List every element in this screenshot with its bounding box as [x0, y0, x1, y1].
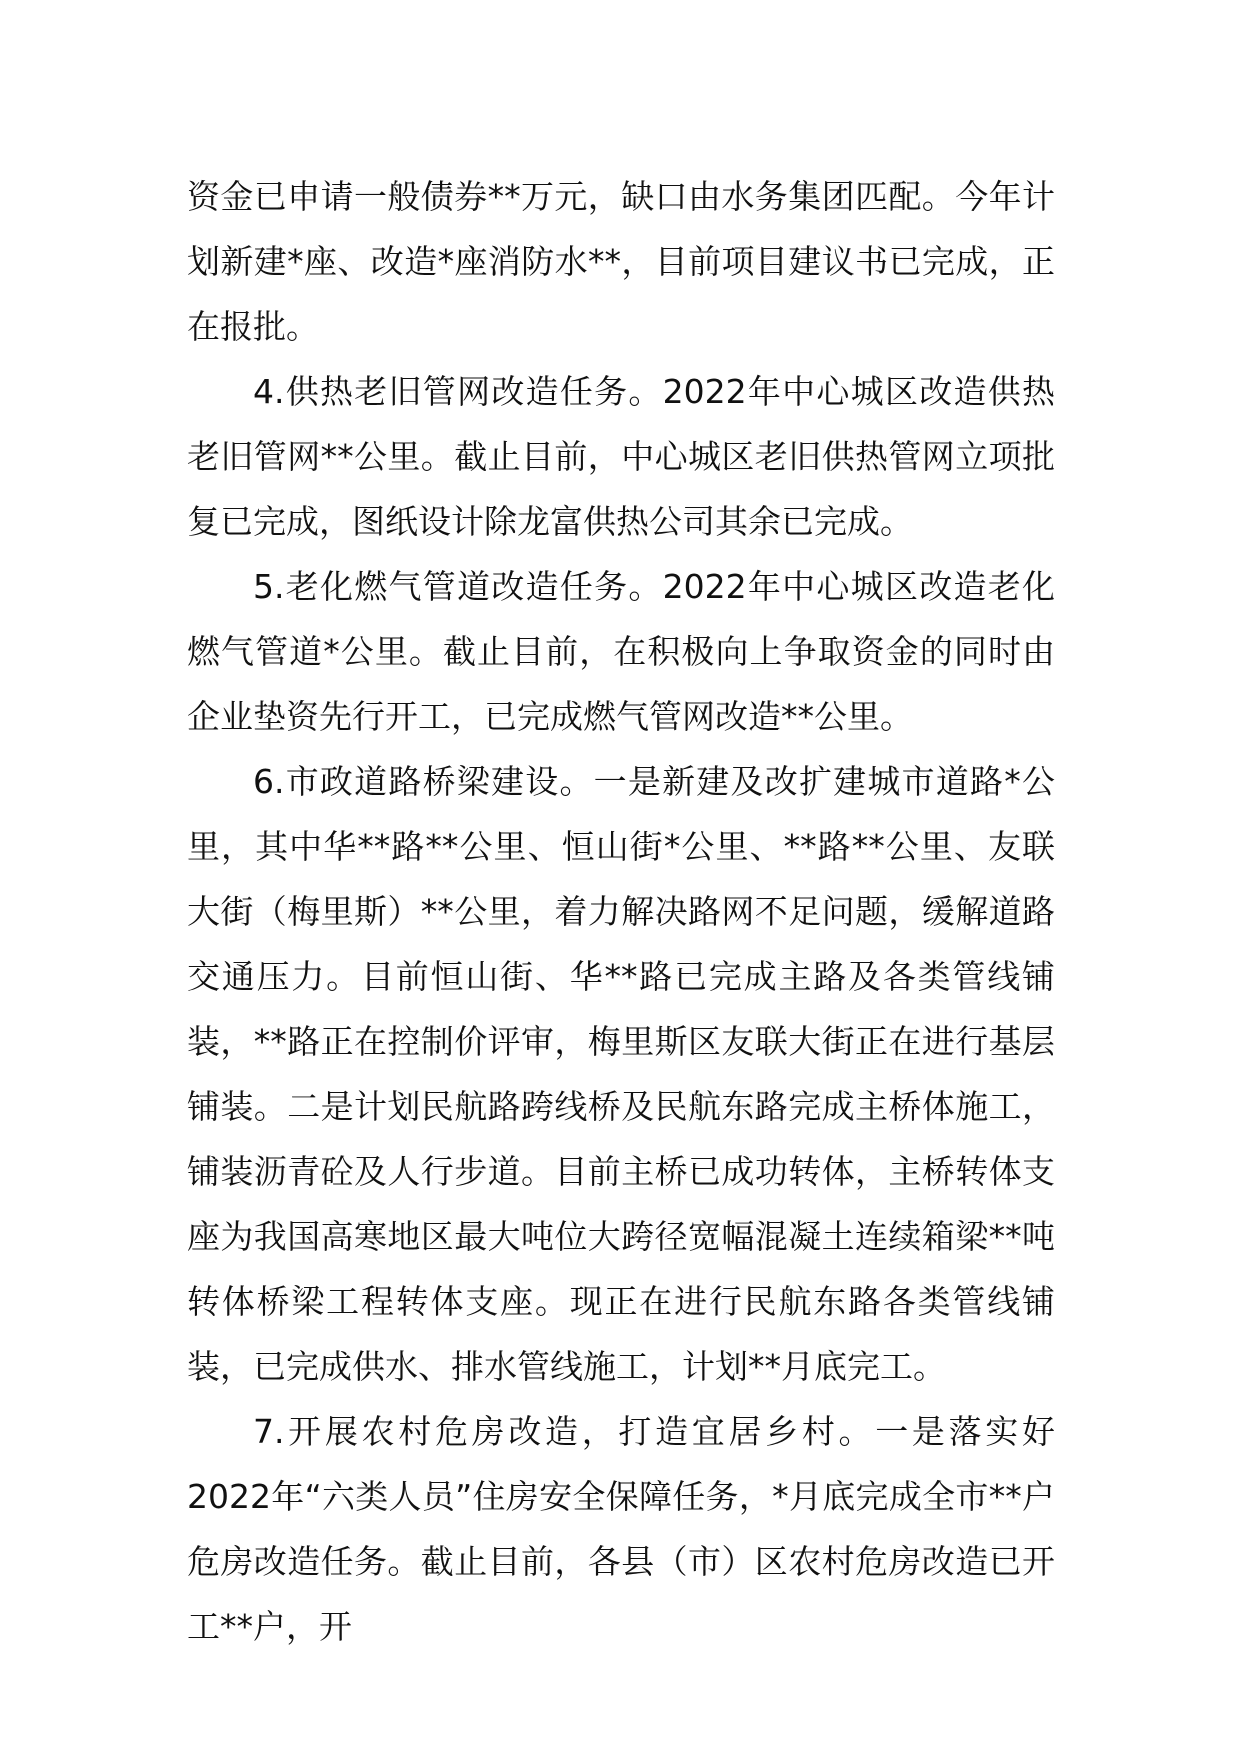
paragraph-gas-pipeline: 5.老化燃气管道改造任务。2022年中心城区改造老化燃气管道*公里。截止目前，在积极向上争取资金的同时由企业垫资先行开工，已完成燃气管网改造**公里。	[187, 567, 1055, 736]
paragraph-rural-housing: 7.开展农村危房改造，打造宜居乡村。一是落实好2022年“六类人员”住房安全保障任务，*月底完成全市**户危房改造任务。截止目前，各县（市）区农村危房改造已开工**户，开	[187, 1412, 1055, 1646]
paragraph-water-project: 资金已申请一般债券**万元，缺口由水务集团匹配。今年计划新建*座、改造*座消防水**，目前项目建议书已完成，正在报批。	[187, 177, 1055, 346]
paragraph-road-bridge: 6.市政道路桥梁建设。一是新建及改扩建城市道路*公里，其中华**路**公里、恒山街*公里、**路**公里、友联大街（梅里斯）**公里，着力解决路网不足问题，缓解道路交通压力。目前恒山街、华**路已完成主路及各类管线铺装，**路正在控制价评审，梅里斯区友联大街正在进行基层铺装。二是计划民航路跨线桥及民航东路完成主桥体施工，铺装沥青砼及人行步道。目前主桥已成功转体，主桥转体支座为我国高寒地区最大吨位大跨径宽幅混凝土连续箱梁**吨转体桥梁工程转体支座。现正在进行民航东路各类管线铺装，已完成供水、排水管线施工，计划**月底完工。	[187, 762, 1055, 1386]
document-body	[187, 164, 1055, 1659]
paragraph-heating-pipeline: 4.供热老旧管网改造任务。2022年中心城区改造供热老旧管网**公里。截止目前，中心城区老旧供热管网立项批复已完成，图纸设计除龙富供热公司其余已完成。	[187, 372, 1055, 541]
